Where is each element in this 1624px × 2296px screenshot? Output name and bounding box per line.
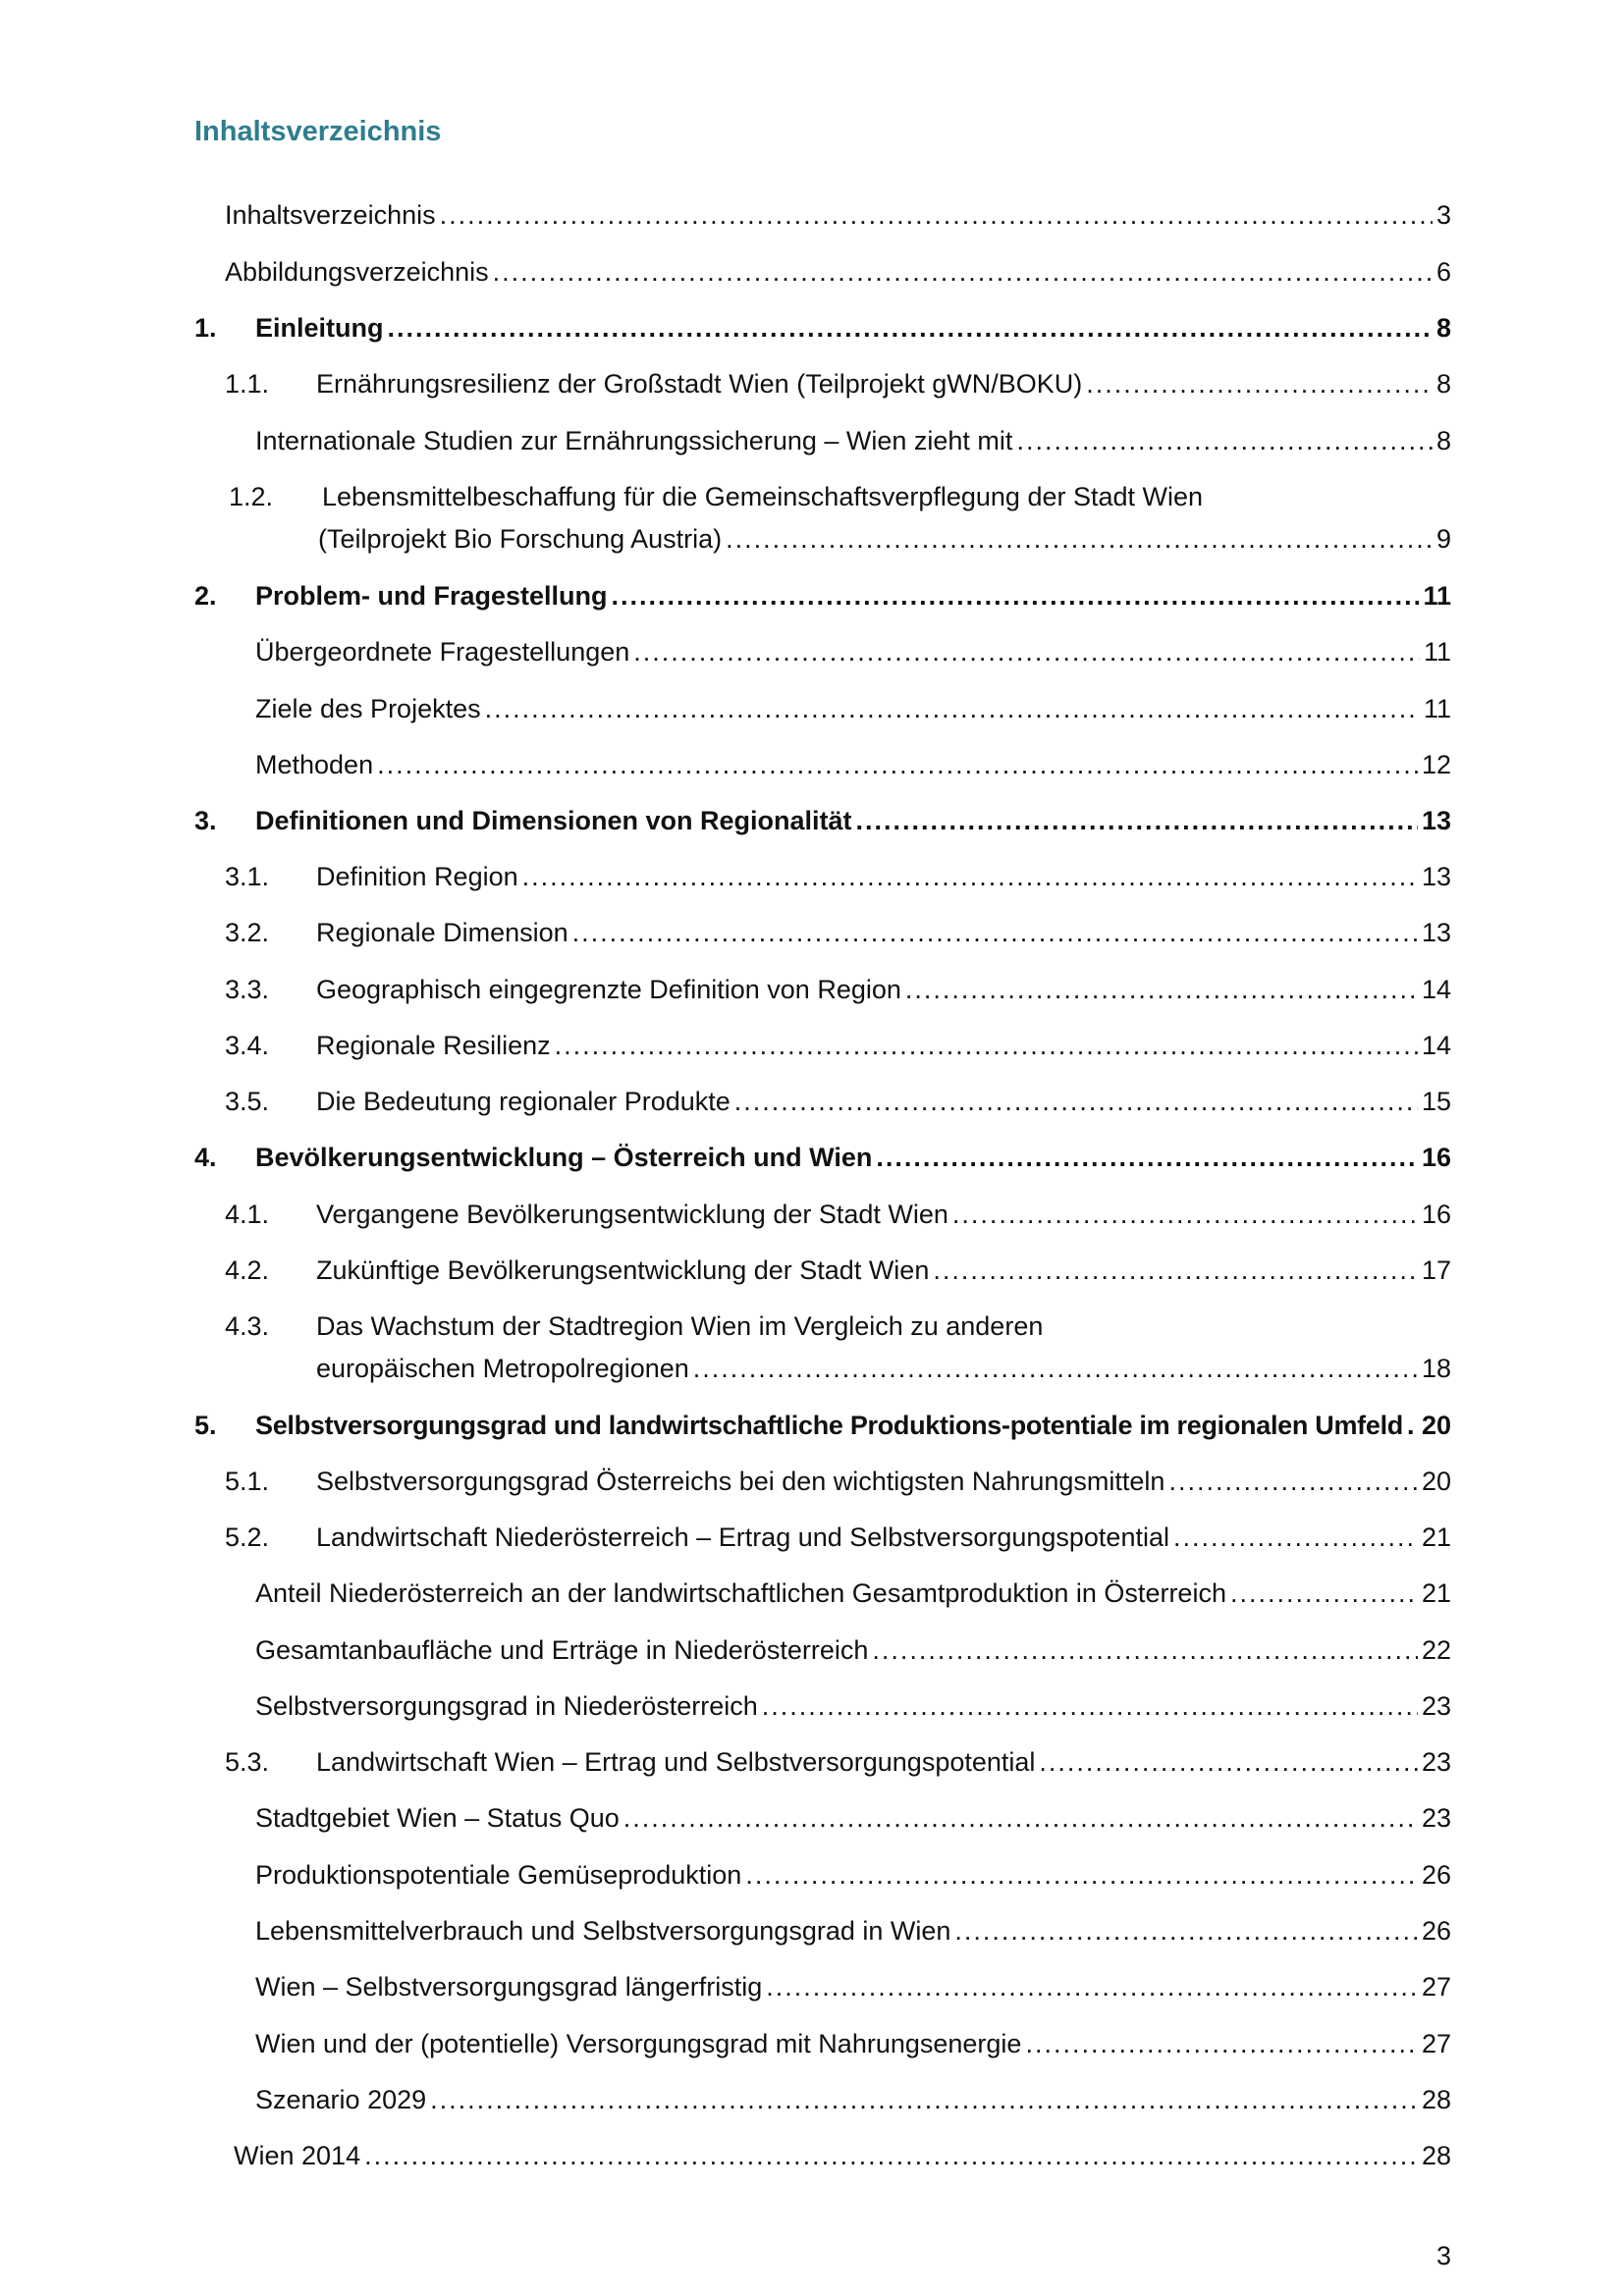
- toc-leader: [572, 914, 1418, 951]
- toc-leader: [1086, 365, 1433, 402]
- toc-leader: [1025, 2025, 1418, 2062]
- toc-leader: [726, 520, 1433, 558]
- toc-entry-number: 4.1.: [225, 1200, 270, 1229]
- toc-entry-title: Einleitung: [255, 309, 388, 347]
- toc-entry-title: Definitionen und Dimensionen von Regionalität: [255, 802, 856, 839]
- toc-leader: [905, 971, 1418, 1008]
- toc-entry-title: Ernährungsresilienz der Großstadt Wien (Teilprojekt gWN/BOKU): [316, 365, 1086, 402]
- toc-entry-number: 5.2.: [225, 1522, 270, 1552]
- toc-entry-title: Landwirtschaft Niederösterreich – Ertrag und Selbstversorgungspotential: [316, 1519, 1173, 1556]
- toc-entry-page: 11: [1423, 581, 1451, 611]
- toc-entry-page: 20: [1421, 1467, 1451, 1496]
- toc-entry-title: Bevölkerungsentwicklung – Österreich und Wien: [255, 1139, 876, 1176]
- toc-entry-title: Wien – Selbstversorgungsgrad längerfristig: [255, 1968, 766, 2005]
- toc-entry-title: Stadtgebiet Wien – Status Quo: [255, 1799, 623, 1837]
- toc-entry-title: Selbstversorgungsgrad Österreichs bei den wichtigsten Nahrungsmitteln: [316, 1463, 1168, 1500]
- toc-entry-page: 9: [1435, 524, 1451, 554]
- toc-entry-number: 1.1.: [225, 369, 270, 399]
- toc-leader: [388, 309, 1433, 347]
- toc-leader: [440, 196, 1433, 234]
- toc-leader: [485, 690, 1420, 727]
- toc-entry-title: Regionale Dimension: [316, 914, 572, 951]
- toc-entry-title: Selbstversorgungsgrad und landwirtschaftliche Produktions-potentiale im regionalen Umfeld: [255, 1407, 1407, 1444]
- toc-entry-title: Anteil Niederösterreich an der landwirtschaftlichen Gesamtproduktion in Österreich: [255, 1575, 1230, 1612]
- toc-entry-page: 14: [1421, 1031, 1451, 1060]
- toc-leader: [766, 1968, 1418, 2005]
- toc-entry-page: 16: [1421, 1200, 1451, 1229]
- toc-entry-page: 26: [1421, 1860, 1451, 1890]
- toc-entry-title: Vergangene Bevölkerungsentwicklung der Stadt Wien: [316, 1196, 952, 1233]
- toc-entry-page: 28: [1421, 2141, 1451, 2170]
- toc-entry-number: 1.2.: [229, 482, 274, 511]
- toc-entry-page: 18: [1421, 1354, 1451, 1383]
- toc-leader: [933, 1252, 1418, 1289]
- toc-entry-page: 16: [1421, 1143, 1451, 1172]
- toc-leader: [430, 2081, 1418, 2118]
- toc-entry-page: 23: [1421, 1803, 1451, 1833]
- toc-entry-title: Das Wachstum der Stadtregion Wien im Vergleich zu anderen: [316, 1311, 1044, 1341]
- toc-leader: [876, 1139, 1418, 1176]
- toc-entry-title: Übergeordnete Fragestellungen: [255, 633, 633, 670]
- toc-entry-page: 12: [1421, 750, 1451, 779]
- toc-entry-title: Produktionspotentiale Gemüseproduktion: [255, 1856, 745, 1894]
- toc-entry-title: Methoden: [255, 746, 377, 783]
- toc-entry-page: 8: [1435, 426, 1451, 455]
- toc-entry-number: 3.5.: [225, 1087, 270, 1116]
- toc-entry-number: 3.: [194, 806, 217, 835]
- toc-leader: [954, 1912, 1418, 1949]
- toc-entry-page: 20: [1421, 1411, 1451, 1440]
- toc-entry-page: 27: [1421, 2029, 1451, 2058]
- toc-entry-title: Lebensmittelbeschaffung für die Gemeinschaftsverpflegung der Stadt Wien: [322, 482, 1204, 511]
- toc-entry-title: Landwirtschaft Wien – Ertrag und Selbstversorgungspotential: [316, 1743, 1039, 1781]
- toc-entry-page: 8: [1435, 369, 1451, 399]
- toc-entry-page: 13: [1421, 862, 1451, 891]
- toc-entry-title: Problem- und Fragestellung: [255, 577, 612, 614]
- toc-entry-title: Wien und der (potentielle) Versorgungsgrad mit Nahrungsenergie: [255, 2025, 1025, 2062]
- toc-leader: [1230, 1575, 1418, 1612]
- toc-leader: [377, 746, 1418, 783]
- toc-entry-title: Definition Region: [316, 858, 522, 895]
- toc-entry-page: 8: [1435, 313, 1451, 343]
- toc-leader: [762, 1687, 1418, 1725]
- toc-leader: [555, 1027, 1418, 1064]
- toc-entry-page: 17: [1421, 1255, 1451, 1285]
- toc-entry-page: 23: [1421, 1747, 1451, 1777]
- toc-entry-title: Regionale Resilienz: [316, 1027, 555, 1064]
- toc-entry-number: 4.2.: [225, 1255, 270, 1285]
- toc-entry-title: Gesamtanbaufläche und Erträge in Niederösterreich: [255, 1631, 872, 1669]
- toc-entry-page: 21: [1421, 1522, 1451, 1552]
- toc-entry-page: 27: [1421, 1972, 1451, 2002]
- toc-entry-number: 1.: [194, 313, 217, 343]
- toc-leader: [1173, 1519, 1418, 1556]
- toc-entry-number: 3.3.: [225, 975, 270, 1004]
- toc-entry-number: 3.2.: [225, 918, 270, 947]
- toc-leader: [623, 1799, 1418, 1837]
- toc-entry-page: 13: [1421, 918, 1451, 947]
- toc-entry-page: 28: [1421, 2085, 1451, 2114]
- toc-entry-title: Internationale Studien zur Ernährungssicherung – Wien zieht mit: [255, 422, 1016, 459]
- toc-leader: [856, 802, 1418, 839]
- toc-leader: [693, 1350, 1418, 1387]
- toc-leader: [1407, 1407, 1418, 1444]
- toc-entry-page: 3: [1435, 200, 1451, 230]
- toc-entry-page: 13: [1421, 806, 1451, 835]
- toc-entry-number: 5.1.: [225, 1467, 270, 1496]
- toc-entry-number: 2.: [194, 581, 217, 611]
- toc-entry-title: Die Bedeutung regionaler Produkte: [316, 1083, 734, 1120]
- toc-entry-page: 11: [1423, 694, 1451, 723]
- toc-entry-title: Szenario 2029: [255, 2081, 430, 2118]
- toc-entry-number: 3.4.: [225, 1031, 270, 1060]
- toc-entry-title: Geographisch eingegrenzte Definition von Region: [316, 971, 905, 1008]
- toc-entry-title: Inhaltsverzeichnis: [225, 196, 440, 234]
- toc-entry-number: 4.: [194, 1143, 217, 1172]
- toc-entry-title: Lebensmittelverbrauch und Selbstversorgungsgrad in Wien: [255, 1912, 954, 1949]
- toc-entry-page: 6: [1435, 257, 1451, 287]
- toc-entry-page: 21: [1421, 1578, 1451, 1608]
- page-number: 3: [1435, 2241, 1451, 2270]
- toc-entry-page: 11: [1423, 637, 1451, 667]
- toc-entry-title: Wien 2014: [234, 2137, 364, 2174]
- toc-leader: [1168, 1463, 1418, 1500]
- toc-leader: [745, 1856, 1418, 1894]
- toc-entry-page: 22: [1421, 1635, 1451, 1665]
- toc-leader: [522, 858, 1418, 895]
- toc-entry-number: 4.3.: [225, 1311, 270, 1341]
- toc-entry-title-cont: europäischen Metropolregionen: [316, 1350, 693, 1387]
- toc-leader: [1039, 1743, 1418, 1781]
- toc-leader: [364, 2137, 1418, 2174]
- toc-leader: [493, 253, 1433, 291]
- toc-entry-number: 5.: [194, 1411, 217, 1440]
- toc-entry-page: 14: [1421, 975, 1451, 1004]
- toc-entry-page: 26: [1421, 1916, 1451, 1946]
- toc-leader: [612, 577, 1420, 614]
- toc-leader: [872, 1631, 1418, 1669]
- toc-entry-title: Selbstversorgungsgrad in Niederösterreich: [255, 1687, 762, 1725]
- toc-entry-page: 15: [1421, 1087, 1451, 1116]
- toc-entry-number: 5.3.: [225, 1747, 270, 1777]
- toc-entry-title: Abbildungsverzeichnis: [225, 253, 493, 291]
- toc-entry-title: Ziele des Projektes: [255, 690, 485, 727]
- toc-entry-title: Zukünftige Bevölkerungsentwicklung der Stadt Wien: [316, 1252, 933, 1289]
- toc-leader: [734, 1083, 1418, 1120]
- toc-entry-number: 3.1.: [225, 862, 270, 891]
- toc-leader: [1016, 422, 1433, 459]
- toc-entry-title-cont: (Teilprojekt Bio Forschung Austria): [318, 520, 726, 558]
- toc-heading: Inhaltsverzeichnis: [194, 116, 442, 147]
- toc-entry-page: 23: [1421, 1691, 1451, 1721]
- toc-leader: [952, 1196, 1418, 1233]
- toc-leader: [633, 633, 1420, 670]
